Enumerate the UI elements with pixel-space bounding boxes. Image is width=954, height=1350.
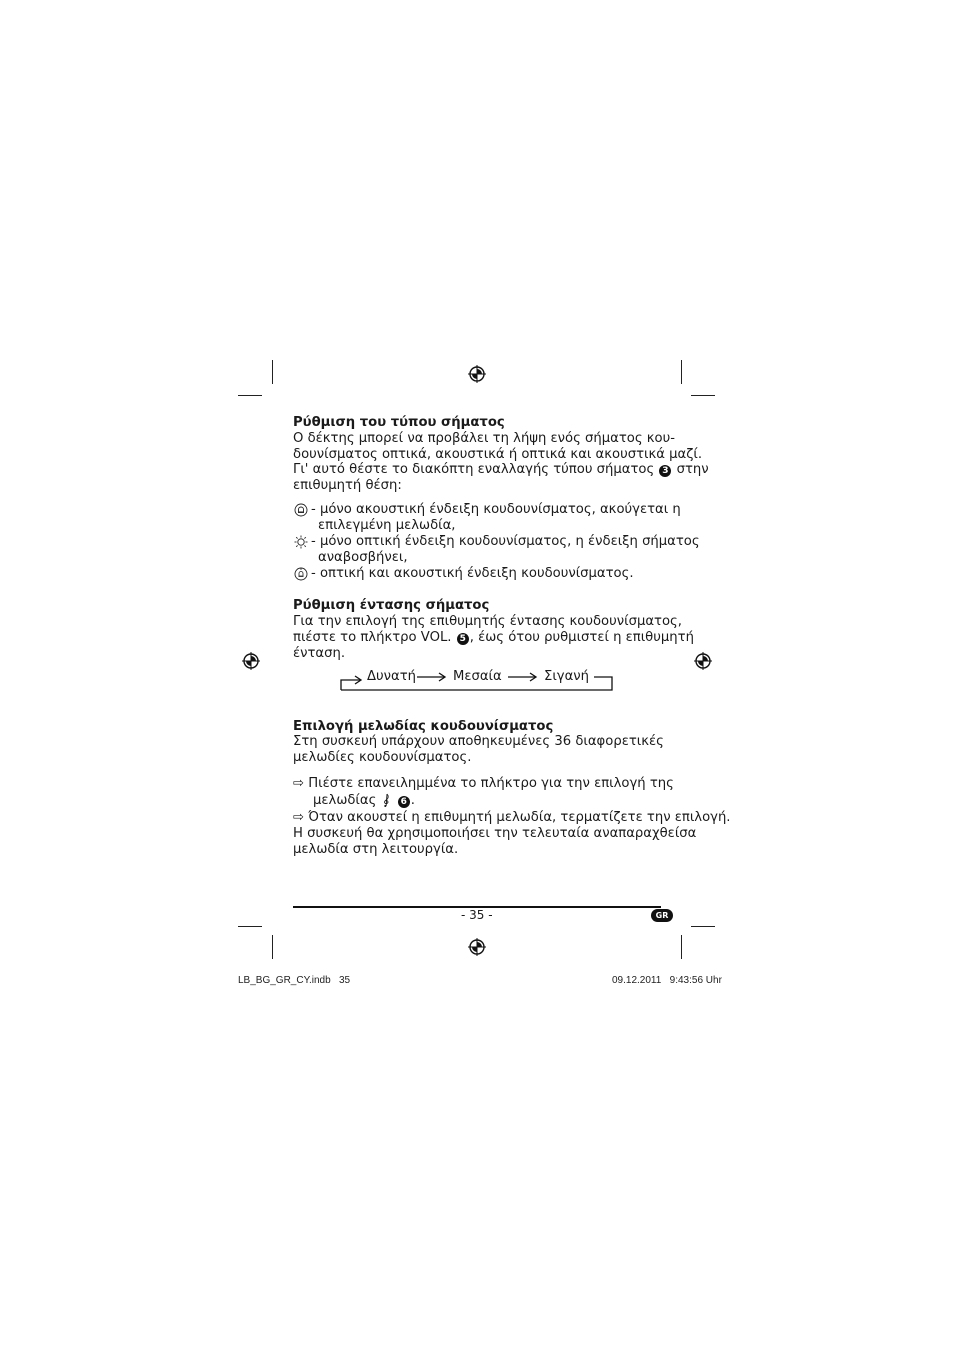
body-text: μελωδίας [313,793,377,808]
crop-mark [691,926,715,927]
body-line: μελωδίες κουδουνίσματος. [293,750,472,765]
acoustic-bell-icon [294,503,308,517]
body-line: μελωδία στη λειτουργία. [293,842,459,857]
crop-mark [681,935,682,959]
option-text: επιλεγμένη μελωδία, [318,518,456,533]
crop-mark [691,395,715,396]
step-arrow-icon: ⇨ [293,776,305,791]
step-arrow-icon: ⇨ [293,810,305,825]
crop-mark [238,926,262,927]
melody-key-ref-badge: 6 [398,796,410,808]
option-text: - οπτική και ακουστική ένδειξη κουδουνίσματος. [311,566,634,581]
crop-mark [681,360,682,384]
country-badge-label: GR [655,911,669,920]
volume-level-high: Δυνατή [367,669,417,684]
body-line: Στη συσκευή υπάρχουν αποθηκευμένες 36 διαφορετικές [293,734,664,749]
optical-flash-icon [294,535,308,549]
body-line: Η συσκευή θα χρησιμοποιήσει την τελευταία αναπαραχθείσα [293,826,697,841]
section-heading-melody: Επιλογή μελωδίας κουδουνίσματος [293,719,554,734]
body-text: πιέστε το πλήκτρο VOL. [293,630,452,645]
section-heading-volume: Ρύθμιση έντασης σήματος [293,598,490,613]
page-number: - 35 - [461,908,493,922]
body-line: ένταση. [293,646,346,661]
switch-ref-badge: 3 [659,465,671,477]
file-name: LB_BG_GR_CY.indb 35 [238,975,351,986]
registration-mark-icon [468,365,486,383]
registration-mark-icon [242,652,260,670]
option-text: - μόνο οπτική ένδειξη κουδουνίσματος, η ένδειξη σήματος [311,534,700,549]
option-text: αναβοσβήνει, [318,550,408,565]
crop-mark [272,360,273,384]
body-line: Ο δέκτης μπορεί να προβάλει τη λήψη ενός σήματος κου- [293,431,676,446]
music-note-icon [381,792,393,808]
body-text: στην [676,462,709,477]
optical-acoustic-icon [294,567,308,581]
step-line [313,792,415,809]
step-line [293,810,731,826]
body-text: , έως ότου ρυθμιστεί η επιθυμητή [469,630,694,645]
body-line: δουνίσματος οπτικά, ακουστικά ή οπτικά και ακουστικά μαζί. [293,447,703,462]
volume-level-medium: Μεσαία [453,669,502,684]
body-line [293,462,709,478]
crop-mark [238,395,262,396]
print-timestamp: 09.12.2011 9:43:56 Uhr [612,975,722,986]
option-text: - μόνο ακουστική ένδειξη κουδουνίσματος, ακούγεται η [311,502,681,517]
registration-mark-icon [468,938,486,956]
body-text: Όταν ακουστεί η επιθυμητή μελωδία, τερματίζετε την επιλογή. [308,810,731,825]
crop-mark [272,935,273,959]
volume-level-low: Σιγανή [544,669,590,684]
body-text: Πιέστε επανειλημμένα το πλήκτρο για την επιλογή της [308,776,674,791]
section-heading-signal-type: Ρύθμιση του τύπου σήματος [293,415,505,430]
body-text: . [410,793,415,808]
registration-mark-icon [694,652,712,670]
vol-key-ref-badge: 5 [457,633,469,645]
body-text: Γι' αυτό θέστε το διακόπτη εναλλαγής τύπου σήματος [293,462,655,477]
body-line: Για την επιλογή της επιθυμητής έντασης κουδουνίσματος, [293,614,682,629]
body-line [293,630,694,646]
step-line [293,776,674,792]
body-line: επιθυμητή θέση: [293,478,402,493]
